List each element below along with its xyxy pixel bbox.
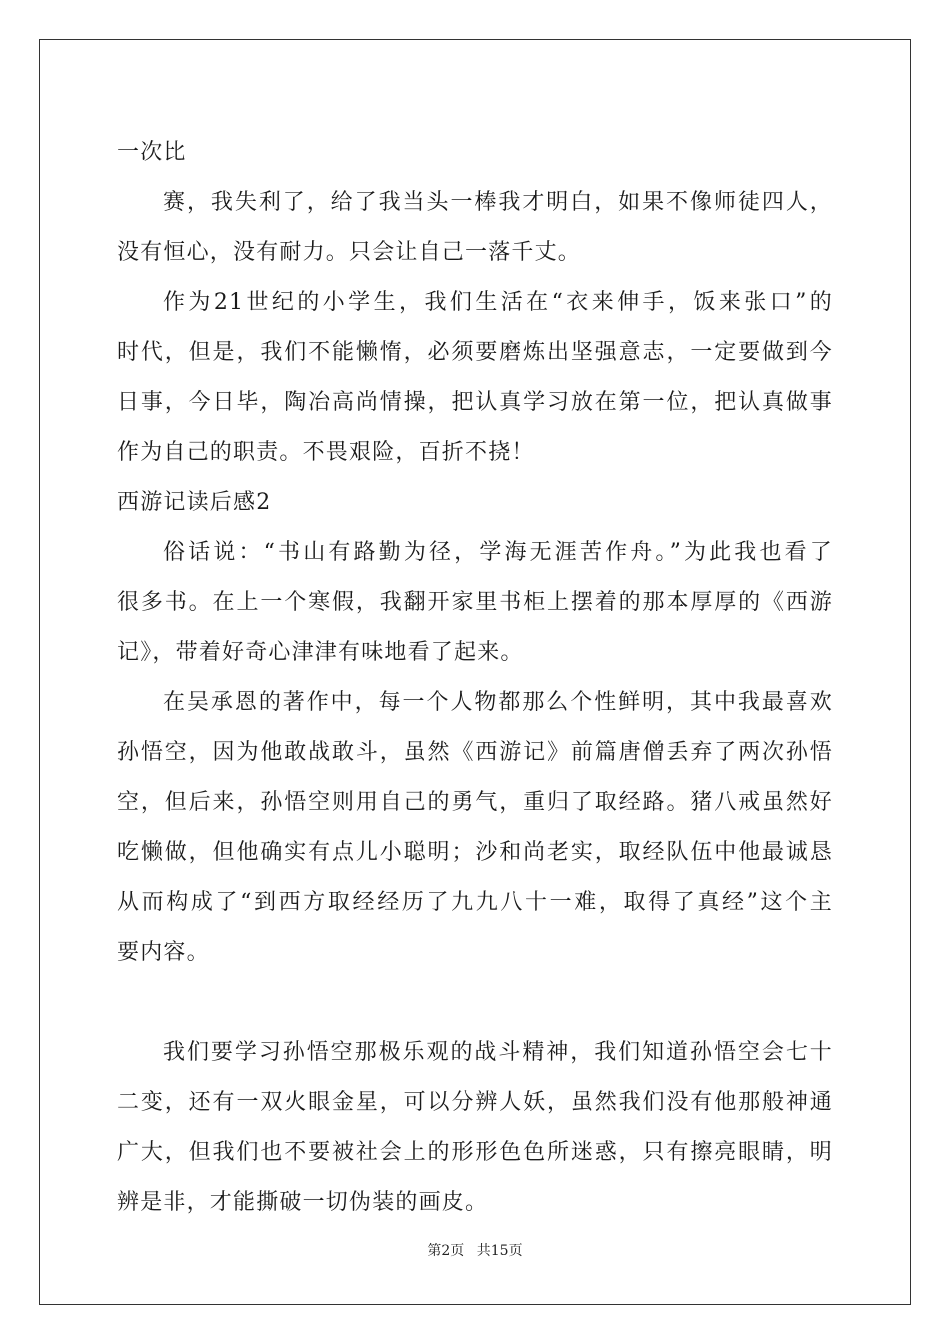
text-line: 在吴承恩的著作中，每一个人物都那么个性鲜明，其中我最喜欢 — [163, 690, 833, 715]
text-line: 记》，带着好奇心津津有味地看了起来。 — [117, 640, 524, 665]
text-line: 要内容。 — [117, 940, 210, 965]
text-line: 辨是非，才能撕破一切伪装的画皮。 — [117, 1190, 489, 1215]
text-line: 很多书。在上一个寒假，我翻开家里书柜上摆着的那本厚厚的《西游 — [117, 590, 833, 615]
text-line: 作为21世纪的小学生，我们生活在“衣来伸手，饭来张口”的 — [163, 290, 833, 315]
text-line: 吃懒做，但他确实有点儿小聪明；沙和尚老实，取经队伍中他最诚恳 — [117, 840, 833, 865]
text-line: 空，但后来，孙悟空则用自己的勇气，重归了取经路。猪八戒虽然好 — [117, 790, 833, 815]
section-heading: 西游记读后感2 — [117, 490, 272, 515]
text-line: 没有恒心，没有耐力。只会让自己一落千丈。 — [117, 240, 582, 265]
document-body — [117, 128, 833, 1228]
page-number: 第2页 — [427, 1243, 465, 1259]
text-line: 俗话说：“书山有路勤为径，学海无涯苦作舟。”为此我也看了 — [163, 540, 833, 565]
text-line: 广大，但我们也不要被社会上的形形色色所迷惑，只有擦亮眼睛，明 — [117, 1140, 833, 1165]
text-line: 二变，还有一双火眼金星，可以分辨人妖，虽然我们没有他那般神通 — [117, 1090, 833, 1115]
page-total: 共15页 — [476, 1243, 523, 1259]
text-line: 我们要学习孙悟空那极乐观的战斗精神，我们知道孙悟空会七十 — [163, 1040, 833, 1065]
page-footer — [0, 1240, 950, 1260]
text-line: 作为自己的职责。不畏艰险，百折不挠！ — [117, 440, 535, 465]
text-line: 一次比 — [117, 140, 187, 165]
text-line: 赛，我失利了，给了我当头一棒我才明白，如果不像师徒四人， — [163, 190, 833, 215]
text-line: 从而构成了“到西方取经经历了九九八十一难，取得了真经”这个主 — [117, 890, 833, 915]
text-line: 孙悟空，因为他敢战敢斗，虽然《西游记》前篇唐僧丢弃了两次孙悟 — [117, 740, 833, 765]
text-line: 日事，今日毕，陶冶高尚情操，把认真学习放在第一位，把认真做事 — [117, 390, 833, 415]
text-line: 时代，但是，我们不能懒惰，必须要磨炼出坚强意志，一定要做到今 — [117, 340, 833, 365]
paragraph-gap — [117, 978, 833, 1028]
